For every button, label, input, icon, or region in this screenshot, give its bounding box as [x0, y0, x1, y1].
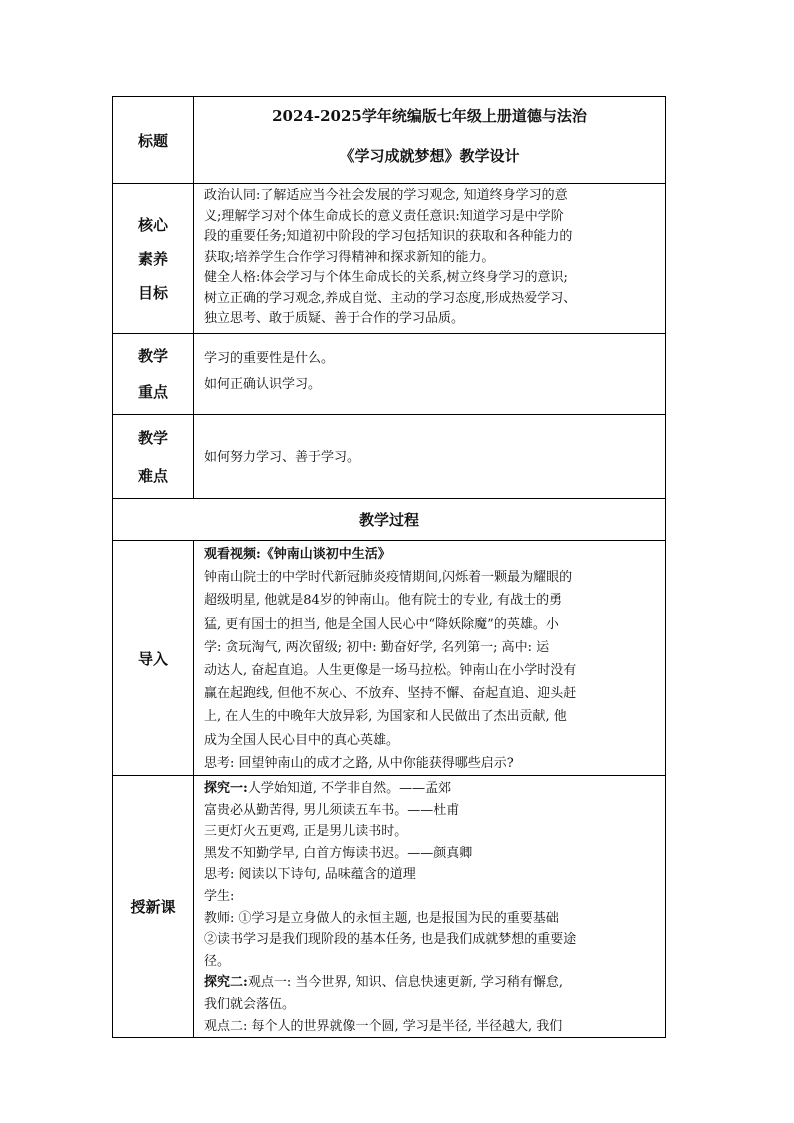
difficulty-label	[113, 415, 194, 499]
literacy-label	[113, 184, 194, 334]
explore-one-text: 人学始知道, 不学非自然。——孟郊	[247, 781, 452, 797]
difficulty-label-1: 教学	[137, 428, 168, 447]
new-lesson-line: 我们就会落伍。	[204, 996, 296, 1012]
literacy-content	[194, 184, 666, 334]
intro-line: 赢在起跑线, 但他不灰心、不放弃、坚持不懈、奋起直追、迎头赶	[204, 686, 577, 702]
literacy-label-1: 核心	[137, 215, 168, 234]
explore-one-line	[204, 778, 661, 800]
process-header-row	[113, 499, 666, 541]
key-points-label-1: 教学	[137, 347, 168, 365]
explore-one-label: 探究一:	[204, 781, 248, 797]
literacy-line: 政治认同:了解适应当今社会发展的学习观念, 知道终身学习的意	[204, 188, 568, 203]
literacy-label-3: 目标	[137, 283, 168, 302]
new-lesson-line: 径。	[204, 953, 231, 969]
intro-line: 动达人, 奋起直追。人生更像是一场马拉松。钟南山在小学时没有	[204, 663, 577, 679]
intro-line: 思考: 回望钟南山的成才之路, 从中你能获得哪些启示?	[204, 755, 514, 771]
difficulty-content: 如何努力学习、善于学习。	[194, 415, 666, 499]
key-points-content	[194, 334, 666, 415]
new-lesson-row	[113, 776, 666, 1038]
new-lesson-line: 三更灯火五更鸡, 正是男儿读书时。	[204, 824, 408, 840]
title-row	[113, 97, 666, 184]
new-lesson-line: 观点二: 每个人的世界就像一个圆, 学习是半径, 半径越大, 我们	[204, 1018, 563, 1034]
new-lesson-content	[194, 776, 666, 1038]
new-lesson-line: 学生:	[204, 889, 235, 904]
process-header: 教学过程	[113, 499, 666, 541]
key-point-line: 学习的重要性是什么。	[204, 351, 335, 366]
intro-line: 上, 在人生的中晚年大放异彩, 为国家和人民做出了杰出贡献, 他	[204, 709, 567, 725]
literacy-line: 树立正确的学习观念,养成自觉、主动的学习态度,形成热爱学习、	[204, 290, 577, 306]
key-points-label	[113, 334, 194, 415]
document-title: 2024-2025学年统编版七年级上册道德与法治	[272, 107, 587, 125]
intro-content	[194, 541, 666, 776]
title-label: 标题	[113, 97, 194, 184]
key-point-line: 如何正确认识学习。	[204, 377, 322, 392]
new-lesson-line: 富贵必从勤苦得, 男儿须读五车书。——杜甫	[204, 802, 460, 818]
difficulty-label-2: 难点	[137, 466, 168, 485]
literacy-line: 段的重要任务;知道初中阶段的学习包括知识的获取和各种能力的	[204, 229, 573, 244]
lesson-plan-page	[112, 96, 666, 1038]
literacy-line: 义;理解学习对个体生命成长的意义责任意识:知道学习是中学阶	[204, 208, 564, 224]
explore-two-label: 探究二:	[204, 975, 248, 991]
new-lesson-line: 黑发不知勤学早, 白首方悔读书迟。——颜真卿	[204, 845, 473, 861]
intro-line: 猛, 更有国士的担当, 他是全国人民心中“降妖除魔”的英雄。小	[204, 616, 559, 632]
literacy-line: 获取;培养学生合作学习得精神和探求新知的能力。	[204, 249, 495, 265]
intro-line: 学: 贪玩淘气, 两次留级; 初中: 勤奋好学, 名列第一; 高中: 运	[204, 639, 550, 655]
new-lesson-line: 教师: ①学习是立身做人的永恒主题, 也是报国为民的重要基础	[204, 910, 559, 926]
new-lesson-line: ②读书学习是我们现阶段的基本任务, 也是我们成就梦想的重要途	[204, 932, 577, 948]
intro-line: 钟南山院士的中学时代新冠肺炎疫情期间,闪烁着一颗最为耀眼的	[204, 570, 573, 586]
new-lesson-label: 授新课	[113, 776, 194, 1038]
literacy-line: 健全人格:体会学习与个体生命成长的关系,树立终身学习的意识;	[204, 270, 568, 285]
difficulty-row	[113, 415, 666, 499]
explore-two-line	[204, 972, 661, 994]
intro-row	[113, 541, 666, 776]
title-cell	[194, 97, 666, 184]
new-lesson-line: 思考: 阅读以下诗句, 品味蕴含的道理	[204, 867, 416, 883]
explore-two-text: 观点一: 当今世界, 知识、信息快速更新, 学习稍有懈怠,	[247, 975, 563, 991]
key-points-label-2: 重点	[137, 383, 168, 401]
literacy-row	[113, 184, 666, 334]
intro-label: 导入	[113, 541, 194, 776]
key-points-row	[113, 334, 666, 415]
intro-heading: 观看视频:《钟南山谈初中生活》	[204, 547, 391, 562]
document-subtitle: 《学习成就梦想》教学设计	[339, 147, 520, 165]
literacy-line: 独立思考、敢于质疑、善于合作的学习品质。	[204, 311, 465, 326]
literacy-label-2: 素养	[137, 249, 168, 268]
lesson-plan-table	[112, 96, 666, 1038]
intro-line: 成为全国人民心目中的真心英雄。	[204, 732, 400, 748]
intro-line: 超级明星, 他就是84岁的钟南山。他有院士的专业, 有战士的勇	[204, 593, 563, 609]
